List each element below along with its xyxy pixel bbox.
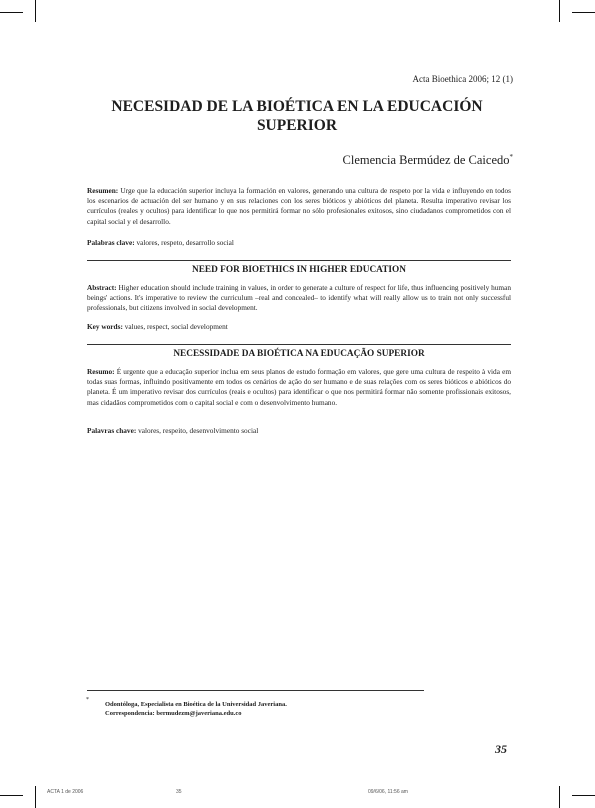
abstract-text: Urge que la educación superior incluya la formación en valores, generando una cultura de respeto por la vida e influyendo en todos los escenarios de actuación del ser humano y en sus relaciones con los seres bióticos y abióticos del planeta. Resulta imperativo revisar los currículos (reales y ocultos) para identificar lo que nos permitirá formar no sólo profesionales exitosos, sino ciudadanos comprometidos con el capital social y el desarrollo. <box>87 186 511 226</box>
keywords-portuguese <box>87 426 258 435</box>
page-number: 35 <box>495 742 507 756</box>
abstract-portuguese <box>87 367 511 408</box>
abstract-english <box>87 283 511 314</box>
footnote-divider <box>87 690 424 691</box>
crop-mark <box>572 12 595 13</box>
author-name-text: Clemencia Bermúdez de Caicedo <box>342 153 510 168</box>
abstract-label: Resumen: <box>87 186 119 195</box>
keywords-label: Key words: <box>87 322 123 331</box>
crop-mark <box>559 0 560 22</box>
slug-timestamp: 09/6/06, 11:56 am <box>368 789 408 795</box>
crop-mark <box>35 786 36 808</box>
abstract-label: Resumo: <box>87 367 115 376</box>
footnote-mark: * <box>86 697 89 703</box>
keywords-label: Palabras clave: <box>87 238 135 247</box>
journal-reference: Acta Bioethica 2006; 12 (1) <box>412 74 513 84</box>
keywords-text: values, respect, social development <box>122 322 228 331</box>
abstract-text: É urgente que a educação superior inclua em seus planos de estudo formação em valores, que gere uma cultura de respeito à vida em todas suas formas, influindo positivamente em todos os cenários de ação do ser humano e de suas relações com os seres bióticos e abióticos do planeta. É um imperativo revisar dos currículos (reais e ocultos) para identificar o que nos permitirá formar não somente profissionais exitosos, mas cidadãos comprometidos com o capital social e com o desenvolvimento humano. <box>87 367 511 407</box>
author-name <box>343 153 513 168</box>
abstract-spanish <box>87 186 511 227</box>
keywords-spanish <box>87 238 234 247</box>
section-divider <box>87 260 511 261</box>
author-footnote-mark: * <box>509 153 513 161</box>
keywords-text: valores, respeito, desenvolvimento social <box>136 426 259 435</box>
slug-file: ACTA 1 de 2006 <box>47 789 84 795</box>
keywords-english <box>87 322 228 331</box>
portuguese-heading: NECESSIDADE DA BIOÉTICA NA EDUCAÇÃO SUPERIOR <box>173 349 425 359</box>
crop-mark <box>559 786 560 808</box>
abstract-text: Higher education should include training in values, in order to generate a culture of respect for life, thus influencing positively human beings' actions. It's imperative to review the curriculum –real and concealed– to identify what will really allow us to train not only successful professionals, but citizens involved in social development. <box>87 283 511 313</box>
footnote-affiliation: Odontóloga, Especialista en Bioética de la Universidad Javeriana. <box>105 701 287 708</box>
keywords-label: Palavras chave: <box>87 426 137 435</box>
abstract-label: Abstract: <box>87 283 117 292</box>
slug-page: 35 <box>176 789 182 795</box>
crop-mark <box>572 795 595 796</box>
crop-mark <box>0 795 23 796</box>
section-divider <box>87 344 511 345</box>
footnote-correspondence: Correspondencia: bermudezm@javeriana.edu.co <box>105 710 242 717</box>
crop-mark <box>35 0 36 22</box>
crop-mark <box>0 12 23 13</box>
english-heading: NEED FOR BIOETHICS IN HIGHER EDUCATION <box>192 265 406 275</box>
keywords-text: valores, respeto, desarrollo social <box>134 238 234 247</box>
article-title: NECESIDAD DE LA BIOÉTICA EN LA EDUCACIÓN SUPERIOR <box>111 98 483 134</box>
